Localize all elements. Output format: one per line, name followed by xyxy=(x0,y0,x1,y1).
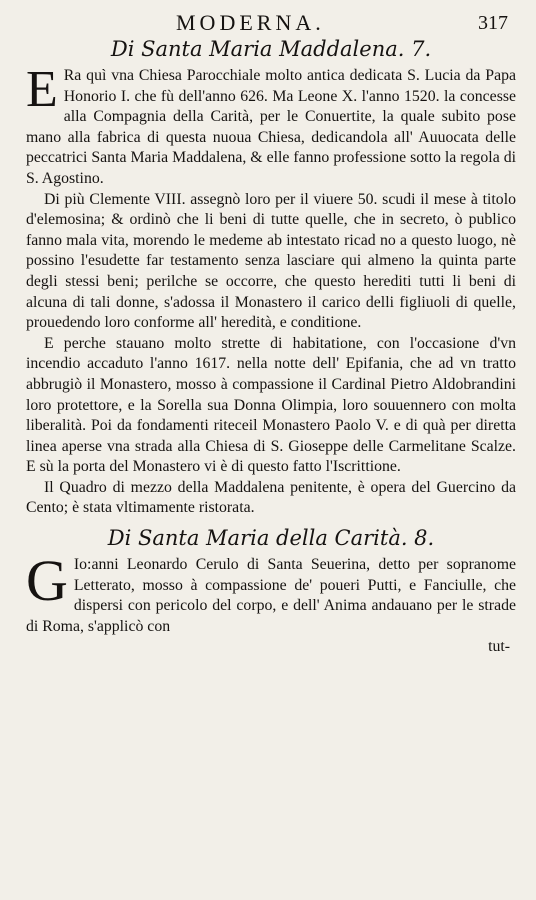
page-number: 317 xyxy=(478,12,508,34)
paragraph-maddalena-2: Di più Clemente VIII. assegnò loro per il viuere 50. scudi il mese à titolo d'elemosina; & ordinò che li beni di tutte quelle, che in secreto, ò publico fanno mala vita, morendo le medeme ab intestato ricad no a questo luogo, nè possino l'esudette far testamento senza lasciare qui almeno la quinta parte degli stessi beni; perilche se occorre, che questo herediti tutti li beni di alcuna di tali donne, s'adossa il Monastero il carico delli figliuoli di quelle, prouedendo loro conforme all' heredità, e conditione. xyxy=(26,190,516,332)
drop-cap-g: G xyxy=(26,548,68,614)
paragraph-text: Io:anni Leonardo Cerulo di Santa Seuerina, detto per sopranome Letterato, mosso à compassione de' poueri Putti, e Fanciulle, che dispersi con pericolo del corpo, e dell' Anima andauano per le strade di Roma, s'applicò con xyxy=(26,556,516,635)
catchword: tut- xyxy=(488,638,510,656)
paragraph-text: Ra quì vna Chiesa Parocchiale molto antica dedicata S. Lucia da Papa Honorio I. che fù dell'anno 626. Ma Leone X. l'anno 1520. la concesse alla Compagnia della Carità, per le Conuertite, la quale subito pose mano alla fabrica di questa nuoua Chiesa, dedicandola all' Auuocata delle peccatrici Santa Maria Maddalena, & elle fanno professione sotto la regola di S. Agostino. xyxy=(26,67,516,187)
paragraph-carita-1 xyxy=(26,548,516,637)
paragraph-maddalena-3: E perche stauano molto strette di habitatione, con l'occasione d'vn incendio accaduto l'anno 1617. nella notte dell' Epifania, che ad vn tratto abbrugiò il Monastero, mosso à compassione il Cardinal Pietro Aldobrandini loro protettore, e la Sorella sua Donna Olimpia, loro souuennero con molta liberalità. Poi da fondamenti riteceil Monastero Paolo V. e di quà per diretta linea aperse vna strada alla Chiesa di S. Gioseppe delle Carmelitane Scalze. E sù la porta del Monastero vi è di questo fatto l'Iscrittione. xyxy=(26,334,516,476)
running-title: MODERNA. xyxy=(176,10,325,35)
running-head xyxy=(26,8,516,36)
section-heading-maddalena: Di Santa Maria Maddalena. 7. xyxy=(110,37,432,61)
section-heading-carita: Di Santa Maria della Carità. 8. xyxy=(107,526,435,551)
paragraph-maddalena-4: Il Quadro di mezzo della Maddalena penitente, è opera del Guercino da Cento; è stata vltimamente ristorata. xyxy=(26,478,516,517)
paragraph-maddalena-1 xyxy=(26,61,516,190)
drop-cap-e: E xyxy=(26,61,58,118)
